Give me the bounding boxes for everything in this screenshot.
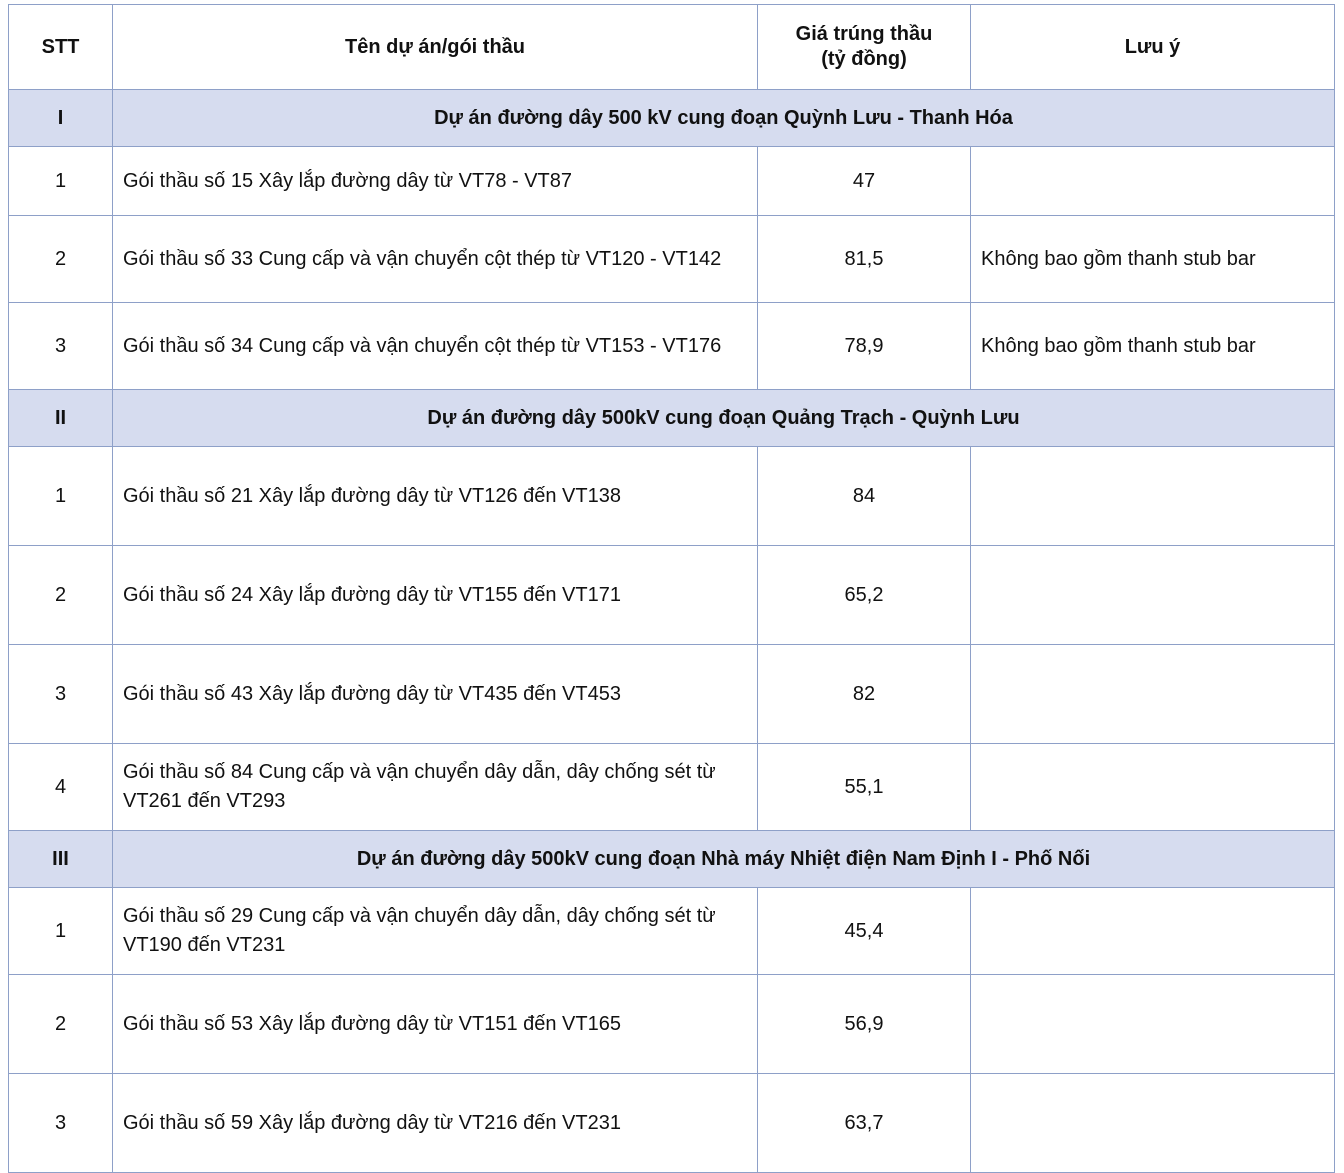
group-roman: II bbox=[9, 390, 113, 447]
group-title: Dự án đường dây 500kV cung đoạn Nhà máy Nhiệt điện Nam Định I - Phố Nối bbox=[113, 831, 1335, 888]
table-row bbox=[9, 744, 1335, 831]
row-price: 55,1 bbox=[758, 744, 971, 831]
row-note bbox=[971, 645, 1335, 744]
row-stt: 2 bbox=[9, 546, 113, 645]
row-note: Không bao gồm thanh stub bar bbox=[971, 216, 1335, 303]
row-name: Gói thầu số 34 Cung cấp và vận chuyển cột thép từ VT153 - VT176 bbox=[113, 303, 758, 390]
row-price: 78,9 bbox=[758, 303, 971, 390]
table-header-row bbox=[9, 5, 1335, 90]
row-note bbox=[971, 447, 1335, 546]
row-stt: 1 bbox=[9, 147, 113, 216]
row-note bbox=[971, 147, 1335, 216]
row-note: Không bao gồm thanh stub bar bbox=[971, 303, 1335, 390]
row-stt: 3 bbox=[9, 303, 113, 390]
table-row bbox=[9, 888, 1335, 975]
row-stt: 3 bbox=[9, 1074, 113, 1173]
row-price: 47 bbox=[758, 147, 971, 216]
table-row bbox=[9, 303, 1335, 390]
table-header bbox=[9, 5, 1335, 90]
row-name: Gói thầu số 53 Xây lắp đường dây từ VT151 đến VT165 bbox=[113, 975, 758, 1074]
table-row bbox=[9, 447, 1335, 546]
table-row bbox=[9, 546, 1335, 645]
bid-results-table bbox=[8, 4, 1335, 1173]
row-price: 84 bbox=[758, 447, 971, 546]
row-note bbox=[971, 1074, 1335, 1173]
table-row bbox=[9, 645, 1335, 744]
group-title: Dự án đường dây 500kV cung đoạn Quảng Trạch - Quỳnh Lưu bbox=[113, 390, 1335, 447]
row-stt: 3 bbox=[9, 645, 113, 744]
group-roman: I bbox=[9, 90, 113, 147]
row-price: 63,7 bbox=[758, 1074, 971, 1173]
table-row bbox=[9, 216, 1335, 303]
column-header-price-line1: Giá trúng thầu bbox=[795, 23, 933, 45]
group-title: Dự án đường dây 500 kV cung đoạn Quỳnh Lưu - Thanh Hóa bbox=[113, 90, 1335, 147]
column-header-note: Lưu ý bbox=[971, 5, 1335, 90]
row-note bbox=[971, 546, 1335, 645]
row-stt: 1 bbox=[9, 447, 113, 546]
table-body bbox=[9, 90, 1335, 1173]
group-header-row bbox=[9, 90, 1335, 147]
row-stt: 1 bbox=[9, 888, 113, 975]
row-price: 65,2 bbox=[758, 546, 971, 645]
row-stt: 2 bbox=[9, 975, 113, 1074]
row-stt: 2 bbox=[9, 216, 113, 303]
row-note bbox=[971, 744, 1335, 831]
row-name: Gói thầu số 15 Xây lắp đường dây từ VT78 - VT87 bbox=[113, 147, 758, 216]
column-header-price-line2: (tỷ đồng) bbox=[821, 48, 907, 70]
row-price: 45,4 bbox=[758, 888, 971, 975]
row-note bbox=[971, 975, 1335, 1074]
group-roman: III bbox=[9, 831, 113, 888]
column-header-name: Tên dự án/gói thầu bbox=[113, 5, 758, 90]
row-price: 81,5 bbox=[758, 216, 971, 303]
table-row bbox=[9, 975, 1335, 1074]
group-header-row bbox=[9, 831, 1335, 888]
table-row bbox=[9, 1074, 1335, 1173]
row-stt: 4 bbox=[9, 744, 113, 831]
row-name: Gói thầu số 33 Cung cấp và vận chuyển cột thép từ VT120 - VT142 bbox=[113, 216, 758, 303]
table-row bbox=[9, 147, 1335, 216]
row-name: Gói thầu số 29 Cung cấp và vận chuyển dây dẫn, dây chống sét từ VT190 đến VT231 bbox=[113, 888, 758, 975]
column-header-price bbox=[758, 5, 971, 90]
row-name: Gói thầu số 24 Xây lắp đường dây từ VT155 đến VT171 bbox=[113, 546, 758, 645]
row-name: Gói thầu số 43 Xây lắp đường dây từ VT435 đến VT453 bbox=[113, 645, 758, 744]
row-price: 56,9 bbox=[758, 975, 971, 1074]
group-header-row bbox=[9, 390, 1335, 447]
row-note bbox=[971, 888, 1335, 975]
row-name: Gói thầu số 59 Xây lắp đường dây từ VT216 đến VT231 bbox=[113, 1074, 758, 1173]
row-price: 82 bbox=[758, 645, 971, 744]
column-header-stt: STT bbox=[9, 5, 113, 90]
row-name: Gói thầu số 84 Cung cấp và vận chuyển dây dẫn, dây chống sét từ VT261 đến VT293 bbox=[113, 744, 758, 831]
row-name: Gói thầu số 21 Xây lắp đường dây từ VT126 đến VT138 bbox=[113, 447, 758, 546]
